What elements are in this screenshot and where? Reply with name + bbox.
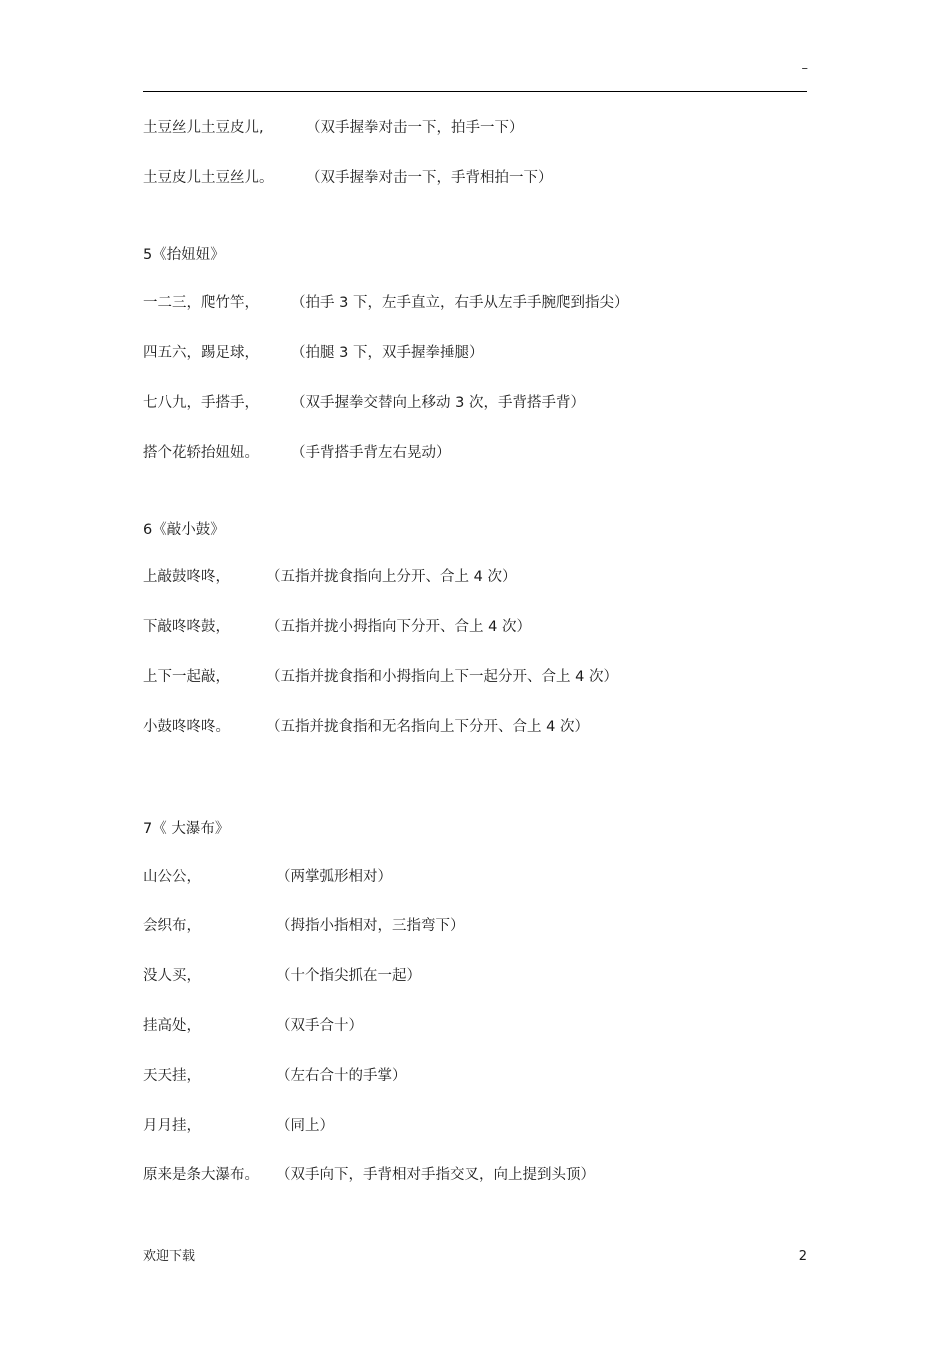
line-note: （十个指尖抓在一起） bbox=[276, 968, 421, 984]
text-line bbox=[143, 617, 531, 637]
line-text: 土豆皮儿土豆丝儿。 bbox=[143, 170, 274, 186]
line-text: 上敲鼓咚咚， bbox=[143, 569, 230, 585]
section-title-text: 7《 大瀑布》 bbox=[143, 821, 230, 837]
footer-text: 欢迎下载 bbox=[143, 1249, 196, 1264]
line-note: （双手握拳对击一下，手背相拍一下） bbox=[306, 170, 553, 186]
line-text: 山公公， bbox=[143, 869, 201, 885]
line-note: （双手合十） bbox=[276, 1018, 363, 1034]
text-line bbox=[143, 343, 484, 363]
line-text: 没人买， bbox=[143, 968, 201, 984]
line-note: （拍手 3 下，左手直立，右手从左手手腕爬到指尖） bbox=[291, 295, 629, 311]
text-line bbox=[143, 966, 421, 986]
line-text: 土豆丝儿土豆皮儿, bbox=[143, 120, 264, 136]
line-text: 上下一起敲， bbox=[143, 669, 230, 685]
header-rule bbox=[143, 91, 807, 92]
line-text: 四五六，踢足球， bbox=[143, 345, 259, 361]
text-line bbox=[143, 443, 451, 463]
line-note: （双手握拳交替向上移动 3 次，手背搭手背） bbox=[291, 395, 585, 411]
section-title bbox=[143, 245, 225, 265]
text-line bbox=[143, 717, 589, 737]
section-title-text: 5《抬妞妞》 bbox=[143, 247, 225, 263]
line-text: 挂高处， bbox=[143, 1018, 201, 1034]
section-title bbox=[143, 520, 225, 540]
line-note: （五指并拢食指和无名指向上下分开、合上 4 次） bbox=[266, 719, 589, 735]
line-note: （拍腿 3 下，双手握拳捶腿） bbox=[291, 345, 484, 361]
line-note: （同上） bbox=[276, 1118, 334, 1134]
line-text: 原来是条大瀑布。 bbox=[143, 1167, 259, 1183]
line-text: 搭个花轿抬妞妞。 bbox=[143, 445, 259, 461]
text-line bbox=[143, 916, 465, 936]
text-line bbox=[143, 393, 585, 413]
line-text: 天天挂， bbox=[143, 1068, 201, 1084]
line-note: （五指并拢食指和小拇指向上下一起分开、合上 4 次） bbox=[266, 669, 618, 685]
line-note: （五指并拢小拇指向下分开、合上 4 次） bbox=[266, 619, 531, 635]
text-line bbox=[143, 168, 553, 188]
page-number: 2 bbox=[798, 1249, 807, 1264]
line-text: 会织布， bbox=[143, 918, 201, 934]
line-text: 一二三，爬竹竿， bbox=[143, 295, 259, 311]
text-line bbox=[143, 1165, 595, 1185]
text-line bbox=[143, 1016, 363, 1036]
line-note: （双手握拳对击一下，拍手一下） bbox=[306, 120, 524, 136]
header-mark: – bbox=[801, 61, 808, 76]
text-line bbox=[143, 1066, 407, 1086]
line-note: （拇指小指相对，三指弯下） bbox=[276, 918, 465, 934]
text-line bbox=[143, 867, 392, 887]
text-line bbox=[143, 567, 517, 587]
line-note: （左右合十的手掌） bbox=[276, 1068, 407, 1084]
line-note: （双手向下，手背相对手指交叉，向上提到头顶） bbox=[276, 1167, 595, 1183]
line-text: 月月挂， bbox=[143, 1118, 201, 1134]
text-line bbox=[143, 118, 524, 138]
line-note: （手背搭手背左右晃动） bbox=[291, 445, 451, 461]
line-note: （五指并拢食指向上分开、合上 4 次） bbox=[266, 569, 517, 585]
text-line bbox=[143, 293, 629, 313]
section-title-text: 6《敲小鼓》 bbox=[143, 522, 225, 538]
text-line bbox=[143, 667, 618, 687]
section-title bbox=[143, 819, 229, 839]
line-text: 小鼓咚咚咚。 bbox=[143, 719, 230, 735]
text-line bbox=[143, 1116, 334, 1136]
line-text: 七八九，手搭手， bbox=[143, 395, 259, 411]
line-note: （两掌弧形相对） bbox=[276, 869, 392, 885]
line-text: 下敲咚咚鼓， bbox=[143, 619, 230, 635]
